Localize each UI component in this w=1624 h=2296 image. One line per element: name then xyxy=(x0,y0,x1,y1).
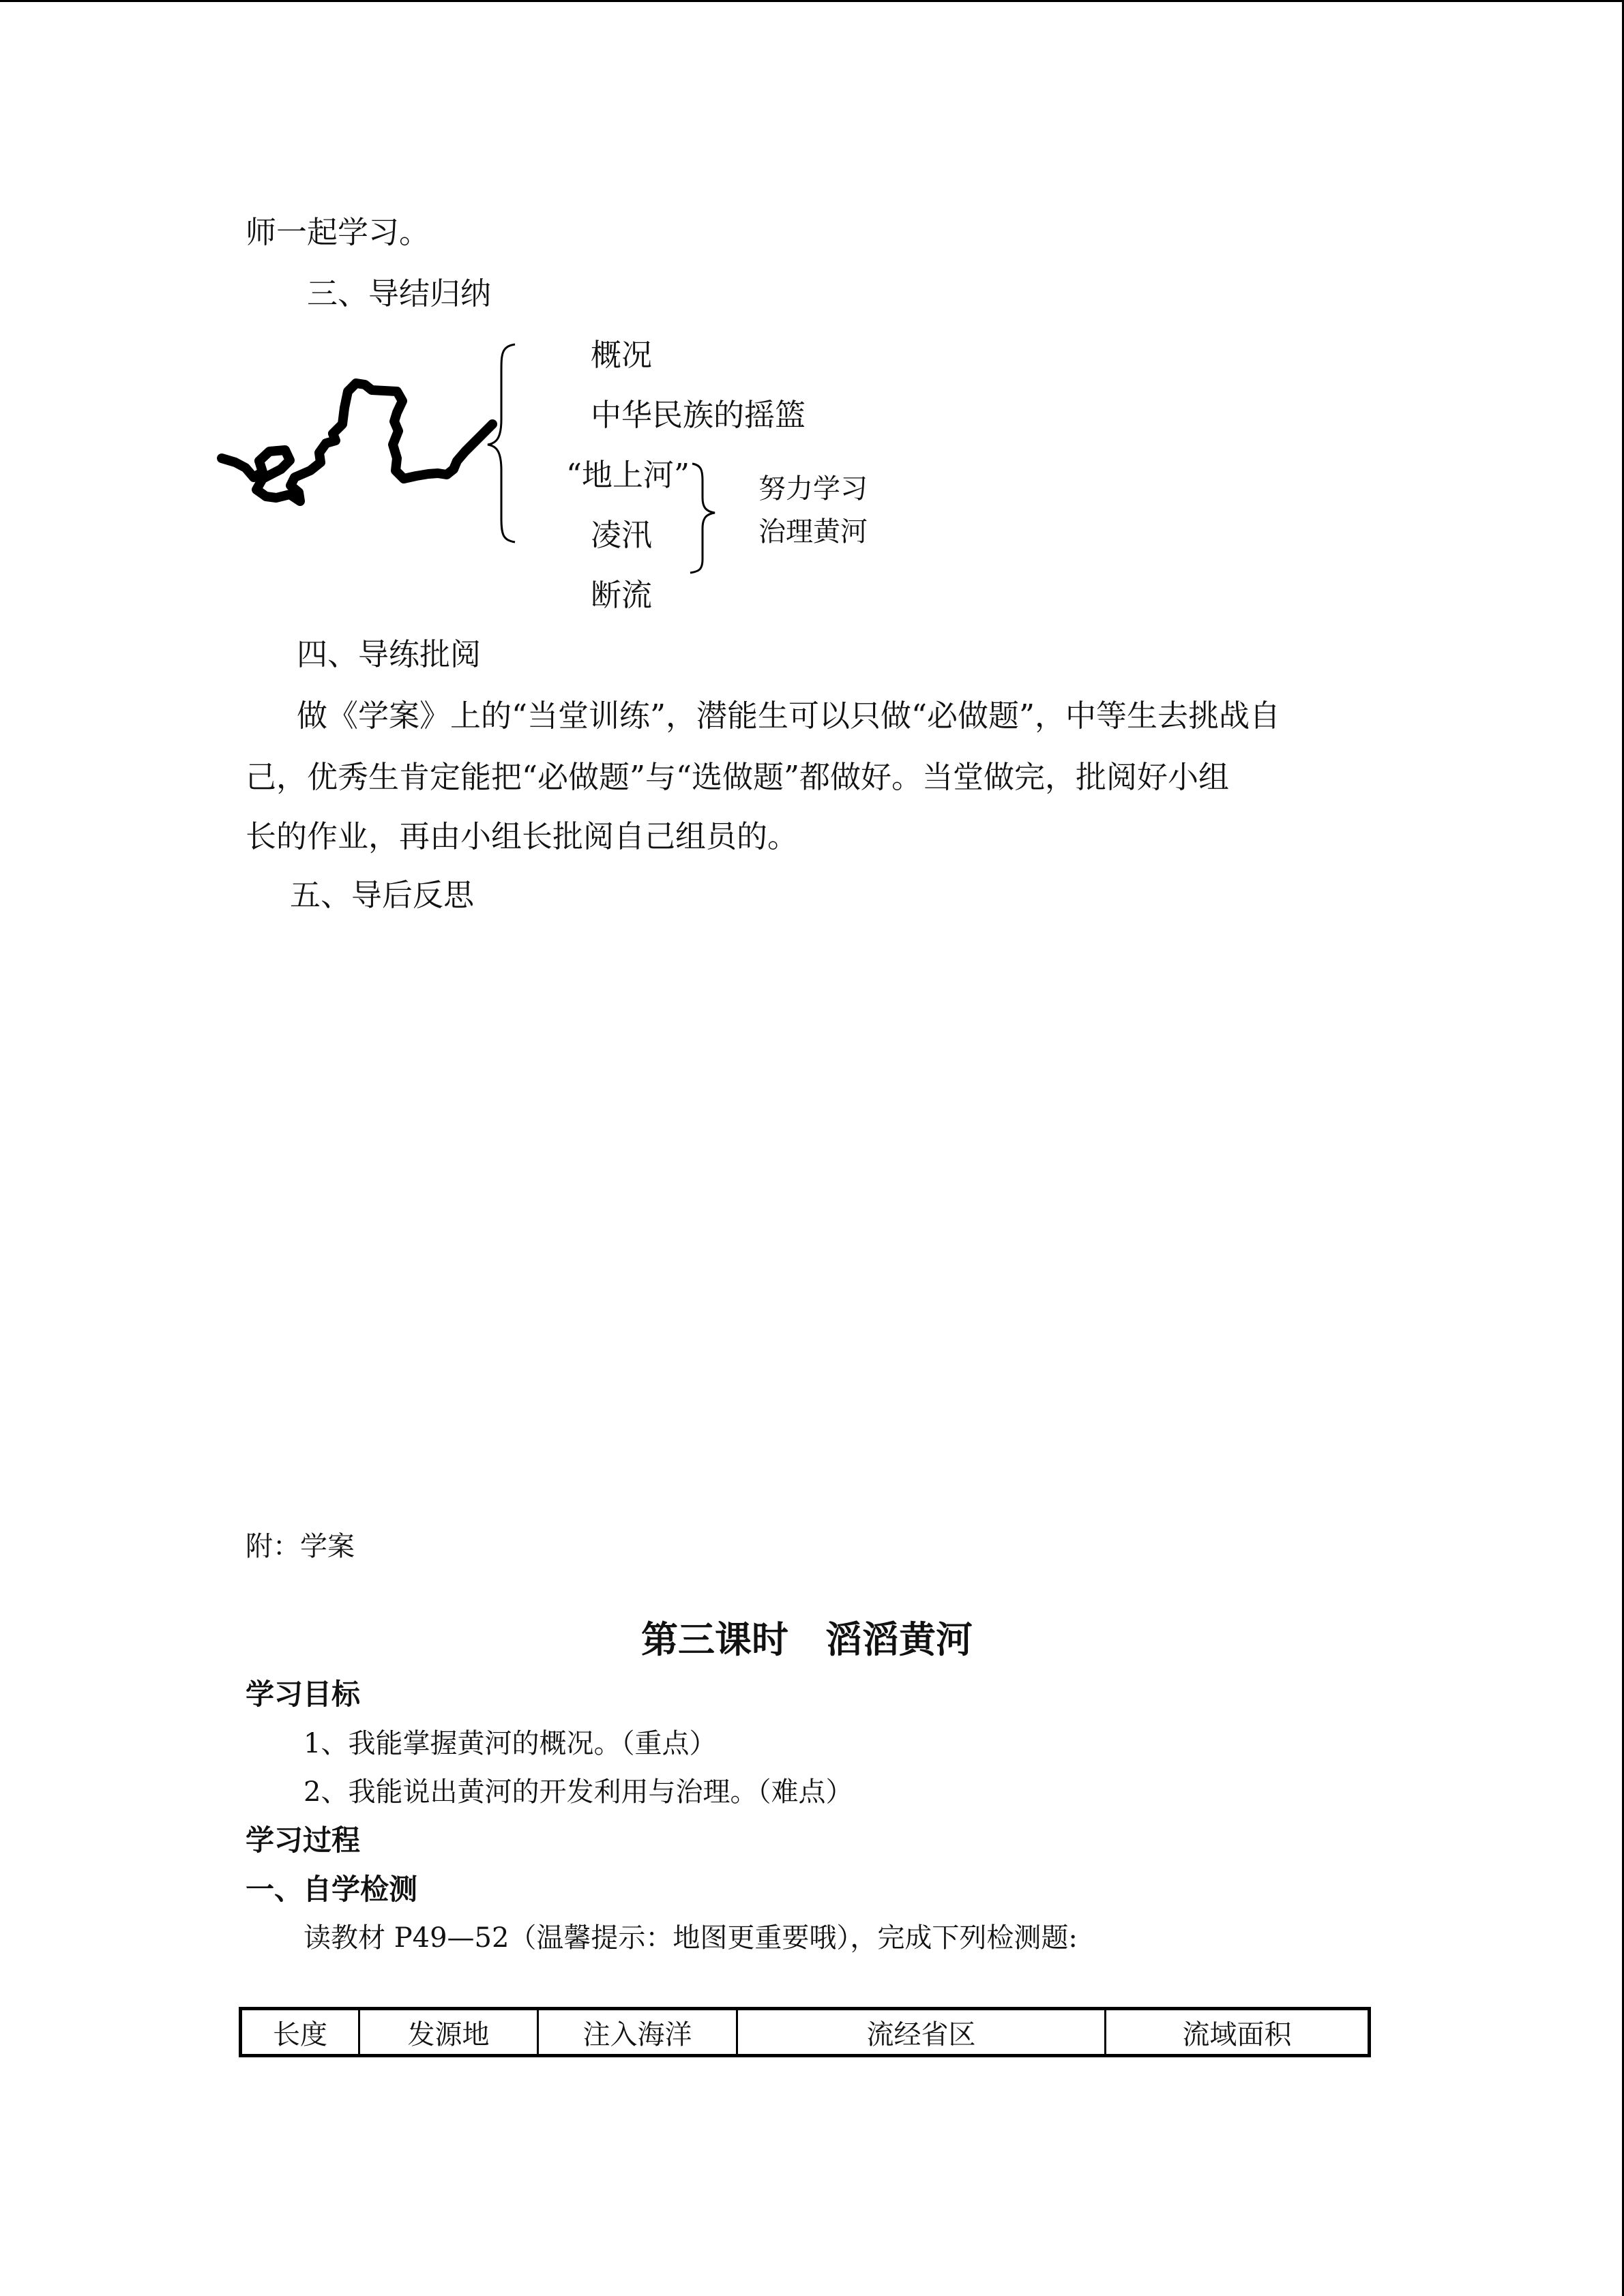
yellow-river-line xyxy=(222,383,492,501)
section4-para-line1: 做《学案》上的“当堂训练”，潜能生可以只做“必做题”，中等生去挑战自 xyxy=(297,698,1281,734)
small-brace xyxy=(690,464,715,573)
section4-heading: 四、导练批阅 xyxy=(297,636,482,672)
intro-tail-text: 师一起学习。 xyxy=(246,214,430,250)
goals-heading: 学习目标 xyxy=(246,1678,361,1711)
lesson-title: 第三课时 滔滔黄河 xyxy=(641,1618,973,1661)
part1-heading: 一、自学检测 xyxy=(246,1873,418,1906)
summary-item-overview: 概况 xyxy=(591,337,653,373)
summary-subitem-govern: 治理黄河 xyxy=(758,516,868,548)
big-brace xyxy=(488,344,515,542)
section4-para-line2: 己，优秀生肯定能把“必做题”与“选做题”都做好。当堂做完，批阅好小组 xyxy=(246,759,1230,795)
table-header-length: 长度 xyxy=(242,2010,360,2054)
goal-1: 1、我能掌握黄河的概况。（重点） xyxy=(304,1728,717,1759)
section5-heading: 五、导后反思 xyxy=(290,877,475,913)
section3-heading: 三、导结归纳 xyxy=(307,275,492,312)
table-header-basin-area: 流域面积 xyxy=(1182,2018,1292,2051)
process-heading: 学习过程 xyxy=(246,1823,361,1857)
summary-item-drying-up: 断流 xyxy=(591,577,653,613)
river-facts-table xyxy=(239,2007,1371,2057)
yellow-river-diagram xyxy=(205,327,887,614)
summary-item-suspended-river: “地上河” xyxy=(566,457,690,493)
appendix-label: 附：学案 xyxy=(246,1531,355,1562)
table-header-provinces: 流经省区 xyxy=(738,2010,1106,2054)
reading-instruction: 读教材 P49—52（温馨提示：地图更重要哦），完成下列检测题: xyxy=(304,1922,1078,1954)
summary-item-cradle: 中华民族的摇篮 xyxy=(591,397,806,433)
table-header-ocean: 注入海洋 xyxy=(539,2010,738,2054)
page-top-border xyxy=(0,0,1624,2)
table-header-source: 发源地 xyxy=(360,2010,539,2054)
summary-subitem-study: 努力学习 xyxy=(758,473,868,505)
summary-item-ice-flood: 凌汛 xyxy=(591,517,653,553)
goal-2: 2、我能说出黄河的开发利用与治理。（难点） xyxy=(304,1776,853,1808)
section4-para-line3: 长的作业，再由小组长批阅自己组员的。 xyxy=(246,818,799,854)
